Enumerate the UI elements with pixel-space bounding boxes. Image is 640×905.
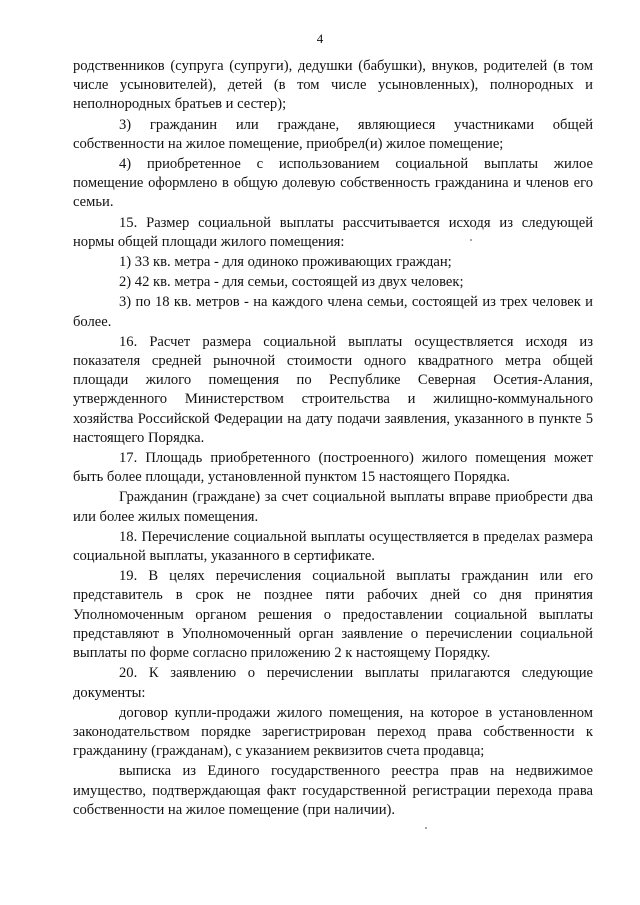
paragraph-relatives: родственников (супруга (супруги), дедушки (бабушки), внуков, родителей (в том числе усыновителей), детей (в том числе усыновленных), полнородных и неполнородных братьев и сестер);: [73, 58, 593, 113]
paragraph-15-item-2: 2) 42 кв. метра - для семьи, состоящей из двух человек;: [119, 274, 464, 291]
page-number: 4: [316, 31, 324, 46]
document-body: [73, 57, 593, 821]
paragraph-17: 17. Площадь приобретенного (построенного) жилого помещения может быть более площади, установленной пунктом 15 настоящего Порядка.: [73, 450, 593, 486]
paragraph-18: 18. Перечисление социальной выплаты осуществляется в пределах размера социальной выплаты, указанного в сертификате.: [73, 528, 593, 565]
scan-speck: [470, 239, 472, 241]
paragraph-19: 19. В целях перечисления социальной выплаты гражданин или его представитель в срок не позднее пяти рабочих дней со дня принятия Уполномоченным органом решения о предоставлении социальной выплаты представляют в Уполномоченный орган заявление о перечислении социальной выплаты по форме согласно приложению 2 к настоящему Порядку.: [73, 568, 593, 662]
paragraph-15-item-1: 1) 33 кв. метра - для одиноко проживающих граждан;: [119, 254, 452, 271]
paragraph-20: 20. К заявлению о перечислении выплаты прилагаются следующие документы:: [73, 665, 593, 701]
paragraph-20-extract: выписка из Единого государственного реестра прав на недвижимое имущество, подтверждающая факт государственной регистрации перехода права собственности на жилое помещение (при наличии).: [73, 763, 593, 818]
paragraph-15: 15. Размер социальной выплаты рассчитывается исходя из следующей нормы общей площади жилого помещения:: [73, 214, 593, 250]
paragraph-item-4: 4) приобретенное с использованием социальной выплаты жилое помещение оформлено в общую долевую собственность гражданина и членов его семьи.: [73, 156, 593, 211]
paragraph-item-3: 3) гражданин или граждане, являющиеся участниками общей собственности на жилое помещение, приобрел(и) жилое помещение;: [73, 116, 593, 152]
paragraph-17-note: Гражданин (граждане) за счет социальной выплаты вправе приобрести два или более жилых помещения.: [73, 489, 593, 525]
paragraph-15-item-3: 3) по 18 кв. метров - на каждого члена семьи, состоящей из трех человек и более.: [73, 294, 593, 330]
scan-speck: [425, 827, 427, 829]
paragraph-20-contract: договор купли-продажи жилого помещения, на которое в установленном законодательством порядке зарегистрирован переход права собственности к гражданину (гражданам), с указанием реквизитов счета продавца;: [73, 704, 593, 760]
paragraph-16: 16. Расчет размера социальной выплаты осуществляется исходя из показателя средней рыночной стоимости одного квадратного метра общей площади жилого помещения по Республике Северная Осетия-Алания, утвержденного Министерством строительства и жилищно-коммунального хозяйства Российской Федерации на дату подачи заявления, указанного в пункте 5 настоящего Порядка.: [73, 333, 593, 446]
